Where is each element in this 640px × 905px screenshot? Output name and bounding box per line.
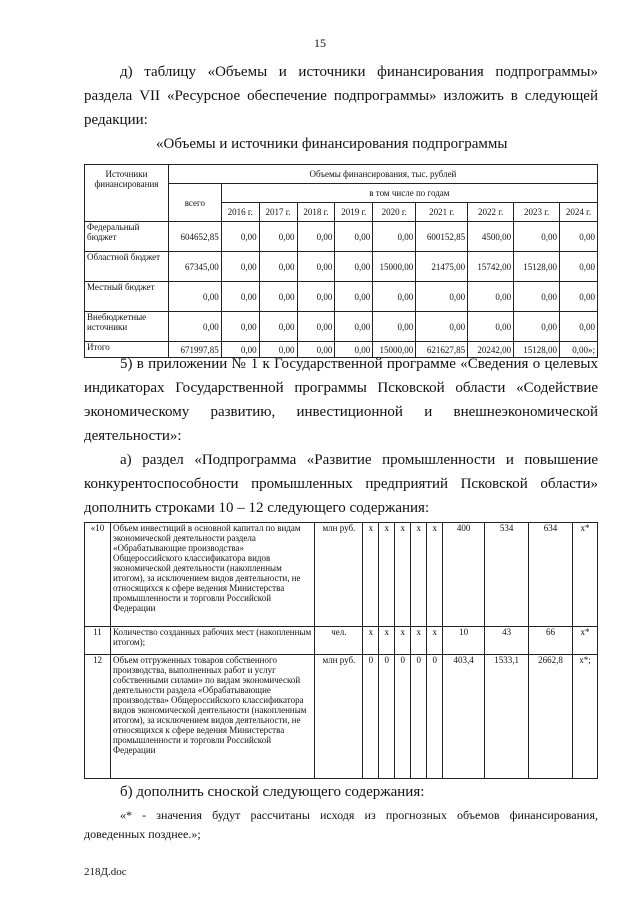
indicator-value: x* <box>572 627 597 655</box>
row-value: 0,00 <box>335 312 373 342</box>
row-value: 0,00 <box>560 222 598 252</box>
year-header: 2019 г. <box>335 203 373 222</box>
row-value: 20242,00 <box>468 342 514 358</box>
row-value: 0,00 <box>297 282 335 312</box>
indicator-value: x*; <box>572 655 597 779</box>
paragraph-d: д) таблицу «Объемы и источники финансирования подпрограммы» раздела VII «Ресурсное обеспечение подпрограммы» изложить в следующей редакции: <box>84 64 598 128</box>
row-value: 15000,00 <box>373 342 416 358</box>
row-value: 0,00 <box>514 282 560 312</box>
indicator-value: 534 <box>485 523 529 627</box>
footnote-text: «* - значения будут рассчитаны исходя из прогнозных объемов финансирования, доведенных позднее.»; <box>84 808 598 841</box>
indicator-row <box>85 655 598 779</box>
finance-table <box>84 164 598 358</box>
indicator-name: Объем инвестиций в основной капитал по видам экономической деятельности раздела «Обрабатывающие производства» Общероссийского классификатора видов экономической деятельности (накопленным итогом), за исключением видов деятельности, не относящихся к сфере ведения Министерства промышленности и торговли Российской Федерации <box>110 523 314 627</box>
page-number: 15 <box>314 36 326 50</box>
header-by-years: в том числе по годам <box>221 184 597 203</box>
footer-filename: 218Д.doc <box>84 866 127 878</box>
year-header: 2017 г. <box>259 203 297 222</box>
row-value: 0,00 <box>416 282 468 312</box>
indicator-value: 43 <box>485 627 529 655</box>
indicator-value: 0 <box>411 655 427 779</box>
row-total: 0,00 <box>168 282 221 312</box>
row-value: 0,00 <box>221 312 259 342</box>
row-total: 604652,85 <box>168 222 221 252</box>
row-value: 0,00 <box>468 282 514 312</box>
indicator-number: «10 <box>85 523 111 627</box>
row-value: 15000,00 <box>373 252 416 282</box>
indicator-value: 66 <box>529 627 573 655</box>
indicator-value: 403,4 <box>443 655 485 779</box>
row-value: 0,00 <box>259 312 297 342</box>
row-value: 0,00 <box>335 222 373 252</box>
row-value: 0,00 <box>468 312 514 342</box>
row-value: 0,00»; <box>560 342 598 358</box>
header-volume: Объемы финансирования, тыс. рублей <box>168 165 597 184</box>
row-source: Местный бюджет <box>85 282 169 312</box>
row-value: 0,00 <box>560 312 598 342</box>
row-value: 0,00 <box>514 222 560 252</box>
indicator-value: x <box>363 627 379 655</box>
paragraph-a: а) раздел «Подпрограмма «Развитие промышленности и повышение конкурентоспособности промышленных предприятий Псковской области» дополнить строками 10 – 12 следующего содержания: <box>84 452 598 516</box>
indicator-name: Объем отгруженных товаров собственного производства, выполненных работ и услуг собственными силами» по видам экономической деятельности раздела «Обрабатывающие производства» Общероссийского классификатора видов экономической деятельности (накопленным итогом), за исключением видов деятельности, не относящихся к сфере ведения Министерства промышленности и торговли Российской Федерации <box>110 655 314 779</box>
year-header: 2024 г. <box>560 203 598 222</box>
row-value: 0,00 <box>297 342 335 358</box>
row-value: 0,00 <box>297 312 335 342</box>
row-value: 0,00 <box>259 342 297 358</box>
table-row <box>85 252 598 282</box>
row-value: 0,00 <box>221 252 259 282</box>
indicator-value: 1533,1 <box>485 655 529 779</box>
row-value: 0,00 <box>416 312 468 342</box>
row-value: 0,00 <box>221 282 259 312</box>
year-header: 2023 г. <box>514 203 560 222</box>
year-header: 2016 г. <box>221 203 259 222</box>
row-value: 0,00 <box>297 252 335 282</box>
paragraph-b: б) дополнить сноской следующего содержания: <box>120 784 425 800</box>
row-total: 67345,00 <box>168 252 221 282</box>
row-value: 0,00 <box>259 282 297 312</box>
indicator-value: 10 <box>443 627 485 655</box>
indicators-table <box>84 522 598 779</box>
row-value: 0,00 <box>373 222 416 252</box>
row-value: 0,00 <box>560 252 598 282</box>
indicator-value: 0 <box>395 655 411 779</box>
row-value: 0,00 <box>373 312 416 342</box>
indicator-unit: млн руб. <box>315 655 363 779</box>
indicator-name: Количество созданных рабочих мест (накопленным итогом); <box>110 627 314 655</box>
paragraph-5: 5) в приложении № 1 к Государственной программе «Сведения о целевых индикаторах Государственной программы Псковской области «Содействие экономическому развитию, инвестиционной и внешнеэкономической деятельности»: <box>84 356 598 444</box>
indicator-value: x <box>363 523 379 627</box>
indicator-value: 634 <box>529 523 573 627</box>
indicator-unit: чел. <box>315 627 363 655</box>
row-value: 0,00 <box>560 282 598 312</box>
row-value: 0,00 <box>514 312 560 342</box>
row-value: 15128,00 <box>514 342 560 358</box>
row-value: 0,00 <box>221 342 259 358</box>
row-value: 4500,00 <box>468 222 514 252</box>
row-source: Итого <box>85 342 169 358</box>
indicator-number: 11 <box>85 627 111 655</box>
table-row <box>85 222 598 252</box>
indicator-value: x <box>395 523 411 627</box>
row-value: 15128,00 <box>514 252 560 282</box>
indicator-unit: млн руб. <box>315 523 363 627</box>
row-value: 600152,85 <box>416 222 468 252</box>
year-header: 2022 г. <box>468 203 514 222</box>
indicator-row <box>85 523 598 627</box>
indicator-value: 0 <box>427 655 443 779</box>
row-value: 21475,00 <box>416 252 468 282</box>
year-header: 2018 г. <box>297 203 335 222</box>
row-value: 0,00 <box>259 222 297 252</box>
indicator-value: x <box>379 627 395 655</box>
indicator-value: x* <box>572 523 597 627</box>
indicator-value: 2662,8 <box>529 655 573 779</box>
indicator-value: x <box>379 523 395 627</box>
row-source: Областной бюджет <box>85 252 169 282</box>
row-value: 15742,00 <box>468 252 514 282</box>
indicator-number: 12 <box>85 655 111 779</box>
indicator-value: x <box>395 627 411 655</box>
row-total: 671997,85 <box>168 342 221 358</box>
row-value: 0,00 <box>259 252 297 282</box>
row-value: 0,00 <box>335 282 373 312</box>
year-header: 2020 г. <box>373 203 416 222</box>
table-row <box>85 312 598 342</box>
row-source: Федеральный бюджет <box>85 222 169 252</box>
header-source: Источники финансирования <box>85 165 169 222</box>
indicator-value: x <box>427 523 443 627</box>
row-value: 0,00 <box>335 252 373 282</box>
row-value: 621627,85 <box>416 342 468 358</box>
indicator-value: 0 <box>379 655 395 779</box>
indicator-value: 0 <box>363 655 379 779</box>
row-value: 0,00 <box>335 342 373 358</box>
year-header: 2021 г. <box>416 203 468 222</box>
table-row <box>85 282 598 312</box>
row-value: 0,00 <box>297 222 335 252</box>
indicator-value: x <box>427 627 443 655</box>
indicator-row <box>85 627 598 655</box>
indicator-value: x <box>411 627 427 655</box>
row-value: 0,00 <box>221 222 259 252</box>
row-source: Внебюджетные источники <box>85 312 169 342</box>
row-value: 0,00 <box>373 282 416 312</box>
indicator-value: x <box>411 523 427 627</box>
table-caption: «Объемы и источники финансирования подпрограммы <box>156 136 508 152</box>
row-total: 0,00 <box>168 312 221 342</box>
header-total: всего <box>168 184 221 222</box>
indicator-value: 400 <box>443 523 485 627</box>
